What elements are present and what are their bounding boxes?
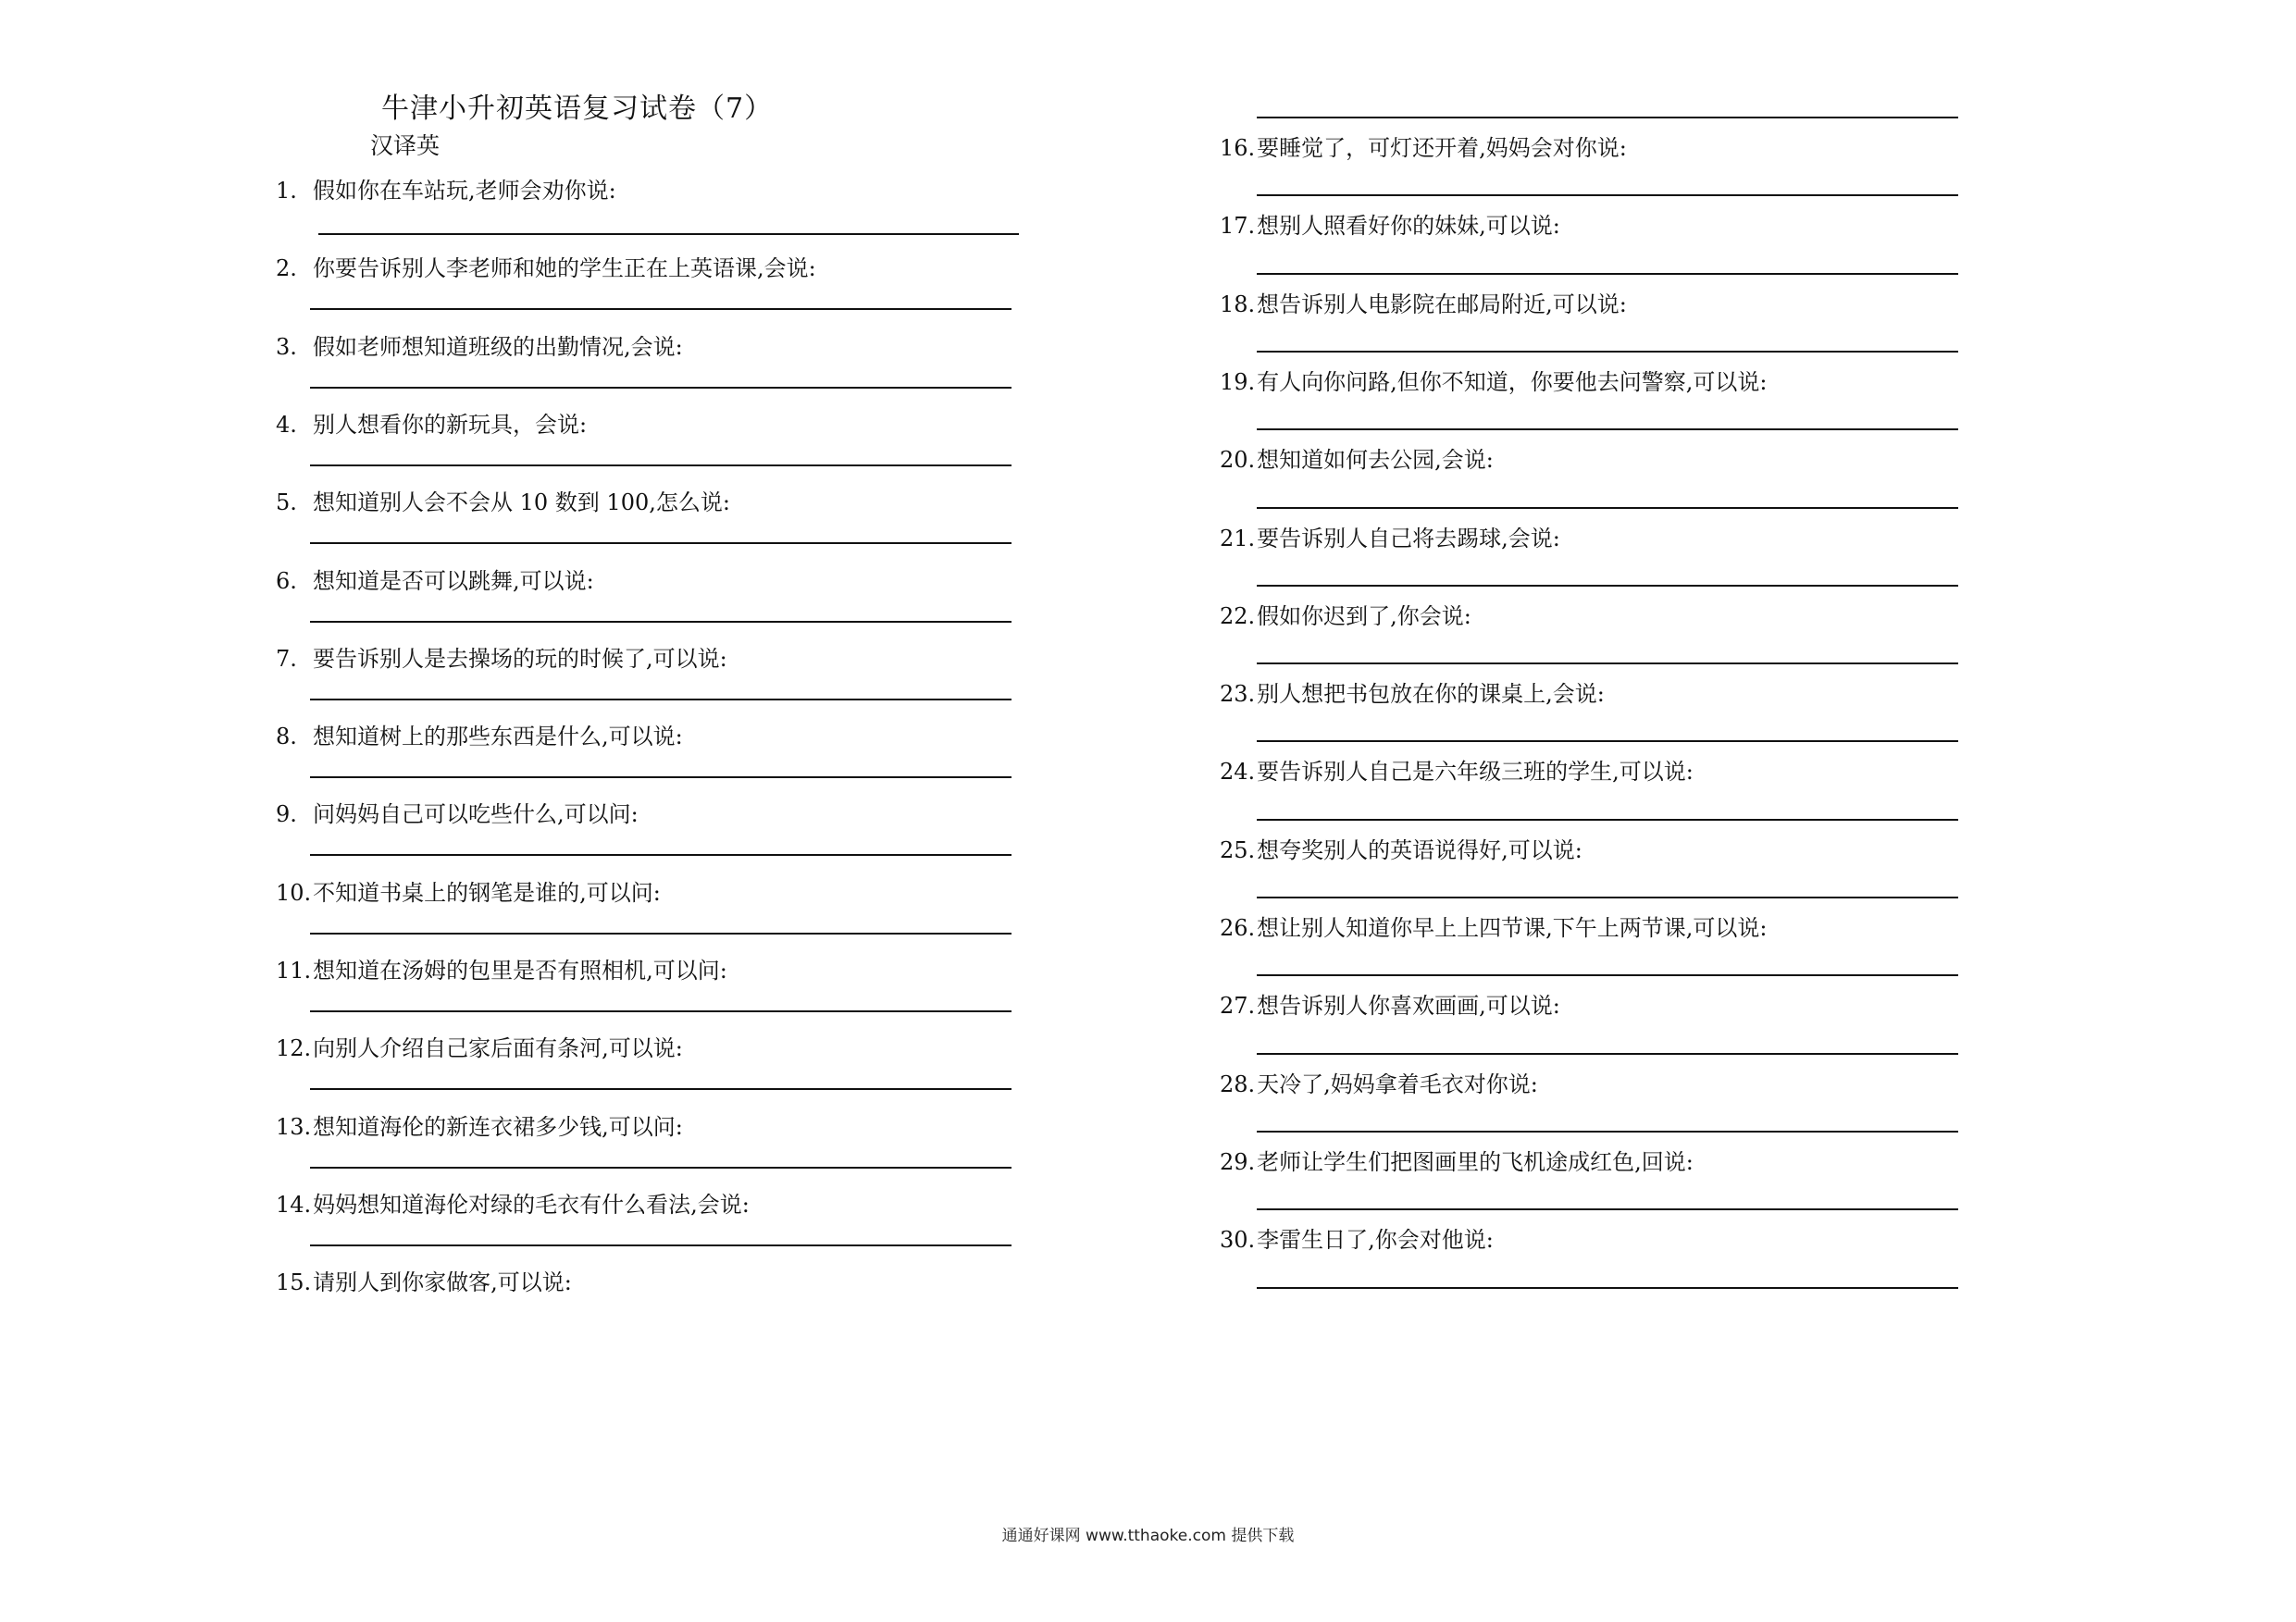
question-item <box>276 718 683 750</box>
question-text: 想知道如何去公园,会说: <box>1257 447 1494 474</box>
question-text: 假如老师想知道班级的出勤情况,会说: <box>313 333 683 360</box>
question-number: 11. <box>276 958 312 984</box>
question-text: 想告诉别人你喜欢画画,可以说: <box>1257 993 1560 1020</box>
question-text: 请别人到你家做客,可以说: <box>313 1269 572 1296</box>
question-item <box>1220 753 1694 786</box>
page-title: 牛津小升初英语复习试卷（7） <box>381 93 774 125</box>
question-number: 4. <box>276 411 297 438</box>
question-text: 李雷生日了,你会对他说: <box>1257 1227 1494 1254</box>
question-text: 问妈妈自己可以吃些什么,可以问: <box>313 801 639 828</box>
question-text: 想夸奖别人的英语说得好,可以说: <box>1257 836 1582 863</box>
question-item <box>1220 207 1560 240</box>
question-text: 想知道是否可以跳舞,可以说: <box>313 567 594 594</box>
answer-line[interactable] <box>310 621 1011 623</box>
answer-line[interactable] <box>1257 1053 1958 1055</box>
question-number: 6. <box>276 567 297 594</box>
question-item <box>276 796 639 828</box>
question-number: 23. <box>1220 681 1256 708</box>
answer-line[interactable] <box>310 854 1011 856</box>
question-item <box>1220 1066 1538 1098</box>
answer-line[interactable] <box>310 542 1011 544</box>
answer-line[interactable] <box>310 1088 1011 1090</box>
answer-line[interactable] <box>1257 507 1958 509</box>
question-item <box>1220 520 1560 552</box>
footer-text: 通通好课网 www.tthaoke.com 提供下载 <box>1001 1527 1295 1545</box>
answer-line[interactable] <box>1257 897 1958 898</box>
question-text: 要告诉别人是去操场的玩的时候了,可以说: <box>313 645 727 672</box>
answer-line[interactable] <box>310 1167 1011 1169</box>
question-item <box>1220 598 1471 630</box>
question-item <box>1220 987 1560 1020</box>
question-text: 想知道海伦的新连衣裙多少钱,可以问: <box>313 1113 683 1140</box>
question-text: 假如你迟到了,你会说: <box>1257 602 1471 629</box>
answer-line[interactable] <box>310 308 1011 310</box>
question-item <box>1220 1144 1694 1176</box>
question-number: 2. <box>276 255 297 282</box>
question-item <box>276 874 661 907</box>
question-number: 22. <box>1220 602 1256 629</box>
question-number: 24. <box>1220 759 1256 786</box>
question-number: 1. <box>276 178 297 204</box>
question-number: 30. <box>1220 1227 1256 1254</box>
question-text: 要告诉别人自己将去踢球,会说: <box>1257 525 1560 551</box>
question-item <box>276 1108 683 1141</box>
answer-line[interactable] <box>310 1244 1011 1246</box>
question-text: 想让别人知道你早上上四节课,下午上两节课,可以说: <box>1257 915 1768 941</box>
question-item <box>276 1186 750 1219</box>
question-text: 假如你在车站玩,老师会劝你说: <box>313 178 616 204</box>
question-text: 你要告诉别人李老师和她的学生正在上英语课,会说: <box>313 255 816 282</box>
question-text: 老师让学生们把图画里的飞机途成红色,回说: <box>1257 1148 1694 1175</box>
question-number: 21. <box>1220 525 1256 551</box>
answer-line[interactable] <box>1257 1131 1958 1133</box>
question-text: 要睡觉了，可灯还开着,妈妈会对你说: <box>1257 135 1627 161</box>
question-number: 25. <box>1220 836 1256 863</box>
question-text: 向别人介绍自己家后面有条河,可以说: <box>313 1035 683 1062</box>
question-item <box>1220 675 1605 708</box>
question-number: 27. <box>1220 993 1256 1020</box>
question-item <box>276 172 616 204</box>
question-number: 9. <box>276 801 297 828</box>
question-item <box>276 952 727 984</box>
answer-line[interactable] <box>1257 273 1958 275</box>
question-text: 有人向你问路,但你不知道，你要他去问警察,可以说: <box>1257 368 1768 395</box>
answer-line[interactable] <box>310 776 1011 778</box>
answer-line[interactable] <box>1257 194 1958 196</box>
question-number: 19. <box>1220 368 1256 395</box>
answer-line[interactable] <box>1257 1287 1958 1289</box>
question-number: 18. <box>1220 291 1256 317</box>
question-number: 13. <box>276 1113 312 1140</box>
question-number: 5. <box>276 489 297 516</box>
question-text: 别人想看你的新玩具，会说: <box>313 411 588 438</box>
question-text: 想知道在汤姆的包里是否有照相机,可以问: <box>313 958 727 984</box>
question-item <box>1220 286 1627 318</box>
question-number: 14. <box>276 1191 312 1218</box>
question-text: 想知道别人会不会从 10 数到 100,怎么说: <box>313 489 730 516</box>
question-item <box>1220 910 1768 942</box>
question-item <box>1220 441 1494 474</box>
question-text: 想知道树上的那些东西是什么,可以说: <box>313 724 683 750</box>
question-item <box>276 328 683 361</box>
question-item <box>1220 832 1582 864</box>
question-number: 8. <box>276 724 297 750</box>
question-number: 17. <box>1220 213 1256 240</box>
answer-line[interactable] <box>310 1010 1011 1012</box>
answer-line[interactable] <box>1257 1208 1958 1210</box>
question-text: 要告诉别人自己是六年级三班的学生,可以说: <box>1257 759 1694 786</box>
question-text: 天冷了,妈妈拿着毛衣对你说: <box>1257 1071 1538 1097</box>
section-heading: 汉译英 <box>370 132 441 159</box>
question-item <box>1220 130 1627 162</box>
answer-line[interactable] <box>310 933 1011 935</box>
answer-line[interactable] <box>1257 351 1958 353</box>
question-item <box>1220 1221 1494 1254</box>
question-text: 妈妈想知道海伦对绿的毛衣有什么看法,会说: <box>313 1191 750 1218</box>
answer-line[interactable] <box>1257 117 1958 118</box>
answer-line[interactable] <box>318 233 1019 235</box>
answer-line[interactable] <box>1257 428 1958 430</box>
question-number: 3. <box>276 333 297 360</box>
question-number: 20. <box>1220 447 1256 474</box>
question-number: 28. <box>1220 1071 1256 1097</box>
answer-line[interactable] <box>1257 585 1958 587</box>
question-item <box>276 484 730 516</box>
question-text: 想告诉别人电影院在邮局附近,可以说: <box>1257 291 1627 317</box>
question-number: 7. <box>276 645 297 672</box>
question-item <box>276 250 816 282</box>
question-text: 想别人照看好你的妹妹,可以说: <box>1257 213 1560 240</box>
question-number: 15. <box>276 1269 312 1296</box>
question-item <box>276 1030 683 1062</box>
answer-line[interactable] <box>310 387 1011 389</box>
question-item <box>1220 364 1768 396</box>
answer-line[interactable] <box>1257 819 1958 821</box>
question-text: 别人想把书包放在你的课桌上,会说: <box>1257 681 1605 708</box>
answer-line[interactable] <box>1257 974 1958 976</box>
answer-line[interactable] <box>1257 662 1958 664</box>
question-number: 29. <box>1220 1148 1256 1175</box>
answer-line[interactable] <box>1257 740 1958 742</box>
question-item <box>276 406 587 439</box>
question-text: 不知道书桌上的钢笔是谁的,可以问: <box>313 879 661 906</box>
answer-line[interactable] <box>310 464 1011 466</box>
question-number: 10. <box>276 879 312 906</box>
question-item <box>276 640 727 673</box>
question-number: 26. <box>1220 915 1256 941</box>
question-item <box>276 563 594 595</box>
question-item <box>276 1264 572 1296</box>
answer-line[interactable] <box>310 699 1011 700</box>
question-number: 12. <box>276 1035 312 1062</box>
question-number: 16. <box>1220 135 1256 161</box>
